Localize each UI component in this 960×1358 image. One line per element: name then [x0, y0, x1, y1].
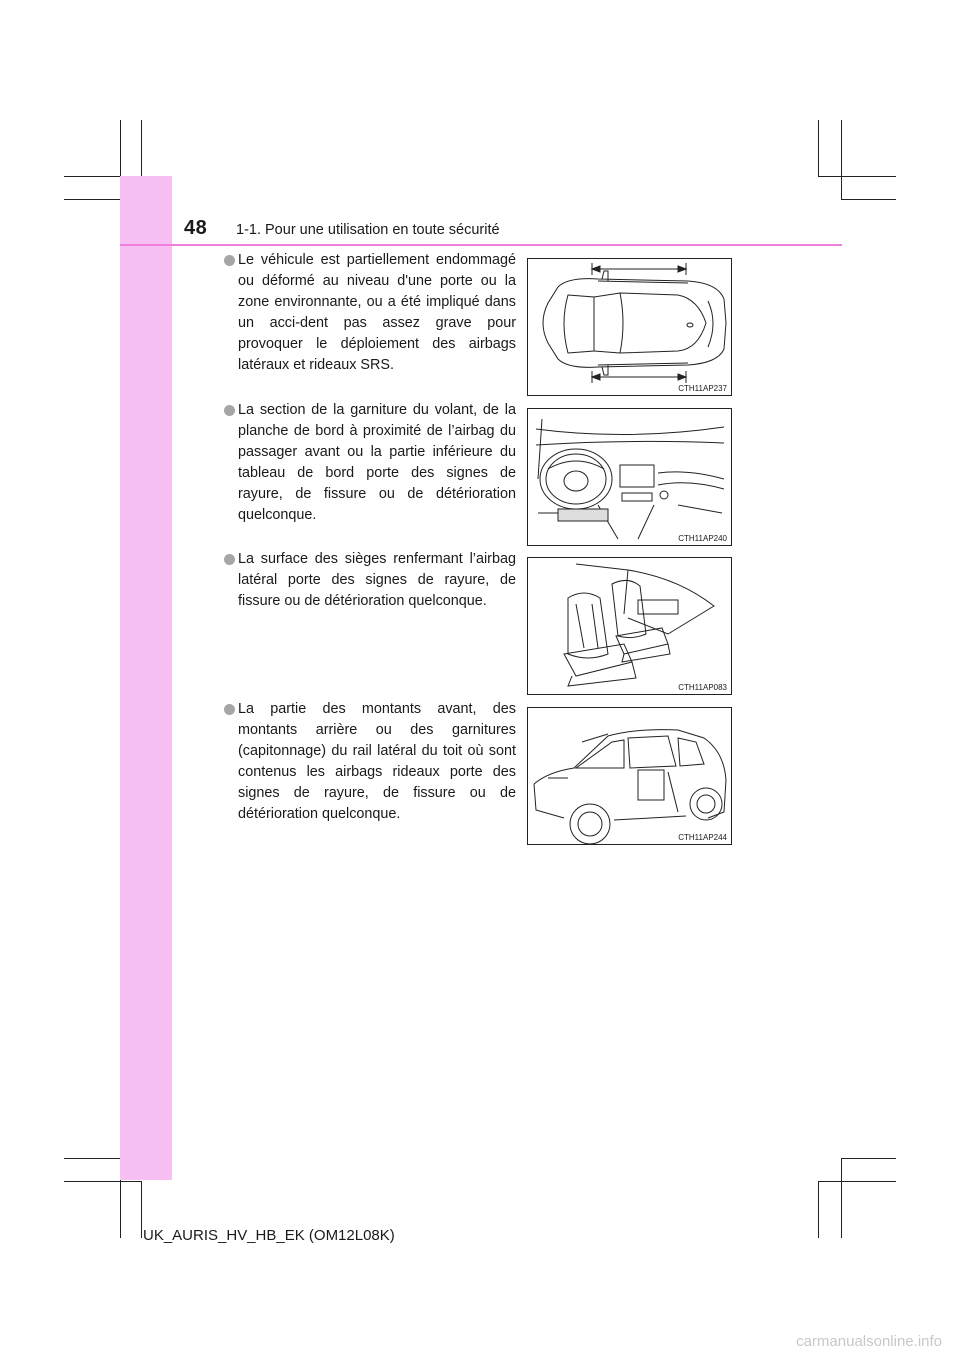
crop-mark: [818, 120, 819, 176]
section-title: 1-1. Pour une utilisation en toute sécurité: [236, 222, 500, 238]
dashboard-illustration: [528, 409, 732, 546]
crop-mark: [818, 1181, 819, 1238]
item-text: La surface des sièges renfermant l’airbag latéral porte des signes de rayure, de fissure ou de détérioration quelconque.: [238, 551, 516, 609]
car-side-view-illustration: [528, 708, 732, 845]
document-id: UK_AURIS_HV_HB_EK (OM12L08K): [143, 1227, 395, 1244]
figure-dashboard: [527, 408, 732, 546]
seats-illustration: [528, 558, 732, 695]
bullet-icon: [224, 704, 235, 715]
crop-mark: [141, 1181, 142, 1238]
figure-code: CTH11AP244: [678, 833, 727, 842]
crop-mark: [818, 1181, 896, 1182]
bullet-icon: [224, 255, 235, 266]
list-item: [224, 699, 516, 825]
crop-mark: [841, 120, 842, 200]
list-item: [224, 400, 516, 526]
figure-code: CTH11AP240: [678, 534, 727, 543]
item-text: La partie des montants avant, des montants arrière ou des garnitures (capitonnage) du rail latéral du toit où sont contenus les airbags rideaux porte des signes de rayure, de fissure ou de détérioration quelconque.: [238, 701, 516, 822]
list-item: [224, 250, 516, 376]
item-text: La section de la garniture du volant, de la planche de bord à proximité de l’airbag du passager avant ou la partie inférieure du tableau de bord porte des signes de rayure, de fissure ou de détérioration quelconque.: [238, 402, 516, 523]
crop-mark: [841, 1158, 896, 1159]
car-top-view-illustration: [528, 259, 732, 396]
section-color-tab: [120, 176, 172, 1180]
figure-code: CTH11AP083: [678, 683, 727, 692]
crop-mark: [64, 1181, 142, 1182]
header-rule: [120, 244, 842, 246]
figure-car-side-view: [527, 707, 732, 845]
bullet-icon: [224, 405, 235, 416]
item-text: Le véhicule est partiellement endommagé ou déformé au niveau d'une porte ou la zone environnante, ou a été impliqué dans un acci-dent pas assez grave pour provoquer le déploiement des airbags latéraux et rideaux SRS.: [238, 252, 516, 373]
crop-mark: [120, 120, 121, 176]
figure-code: CTH11AP237: [678, 384, 727, 393]
crop-mark: [818, 176, 896, 177]
page-number: 48: [184, 217, 208, 239]
crop-mark: [841, 199, 896, 200]
watermark: carmanualsonline.info: [796, 1333, 942, 1350]
crop-mark: [841, 1158, 842, 1238]
figure-car-top-view: [527, 258, 732, 396]
figure-seats: [527, 557, 732, 695]
list-item: [224, 549, 516, 612]
bullet-icon: [224, 554, 235, 565]
